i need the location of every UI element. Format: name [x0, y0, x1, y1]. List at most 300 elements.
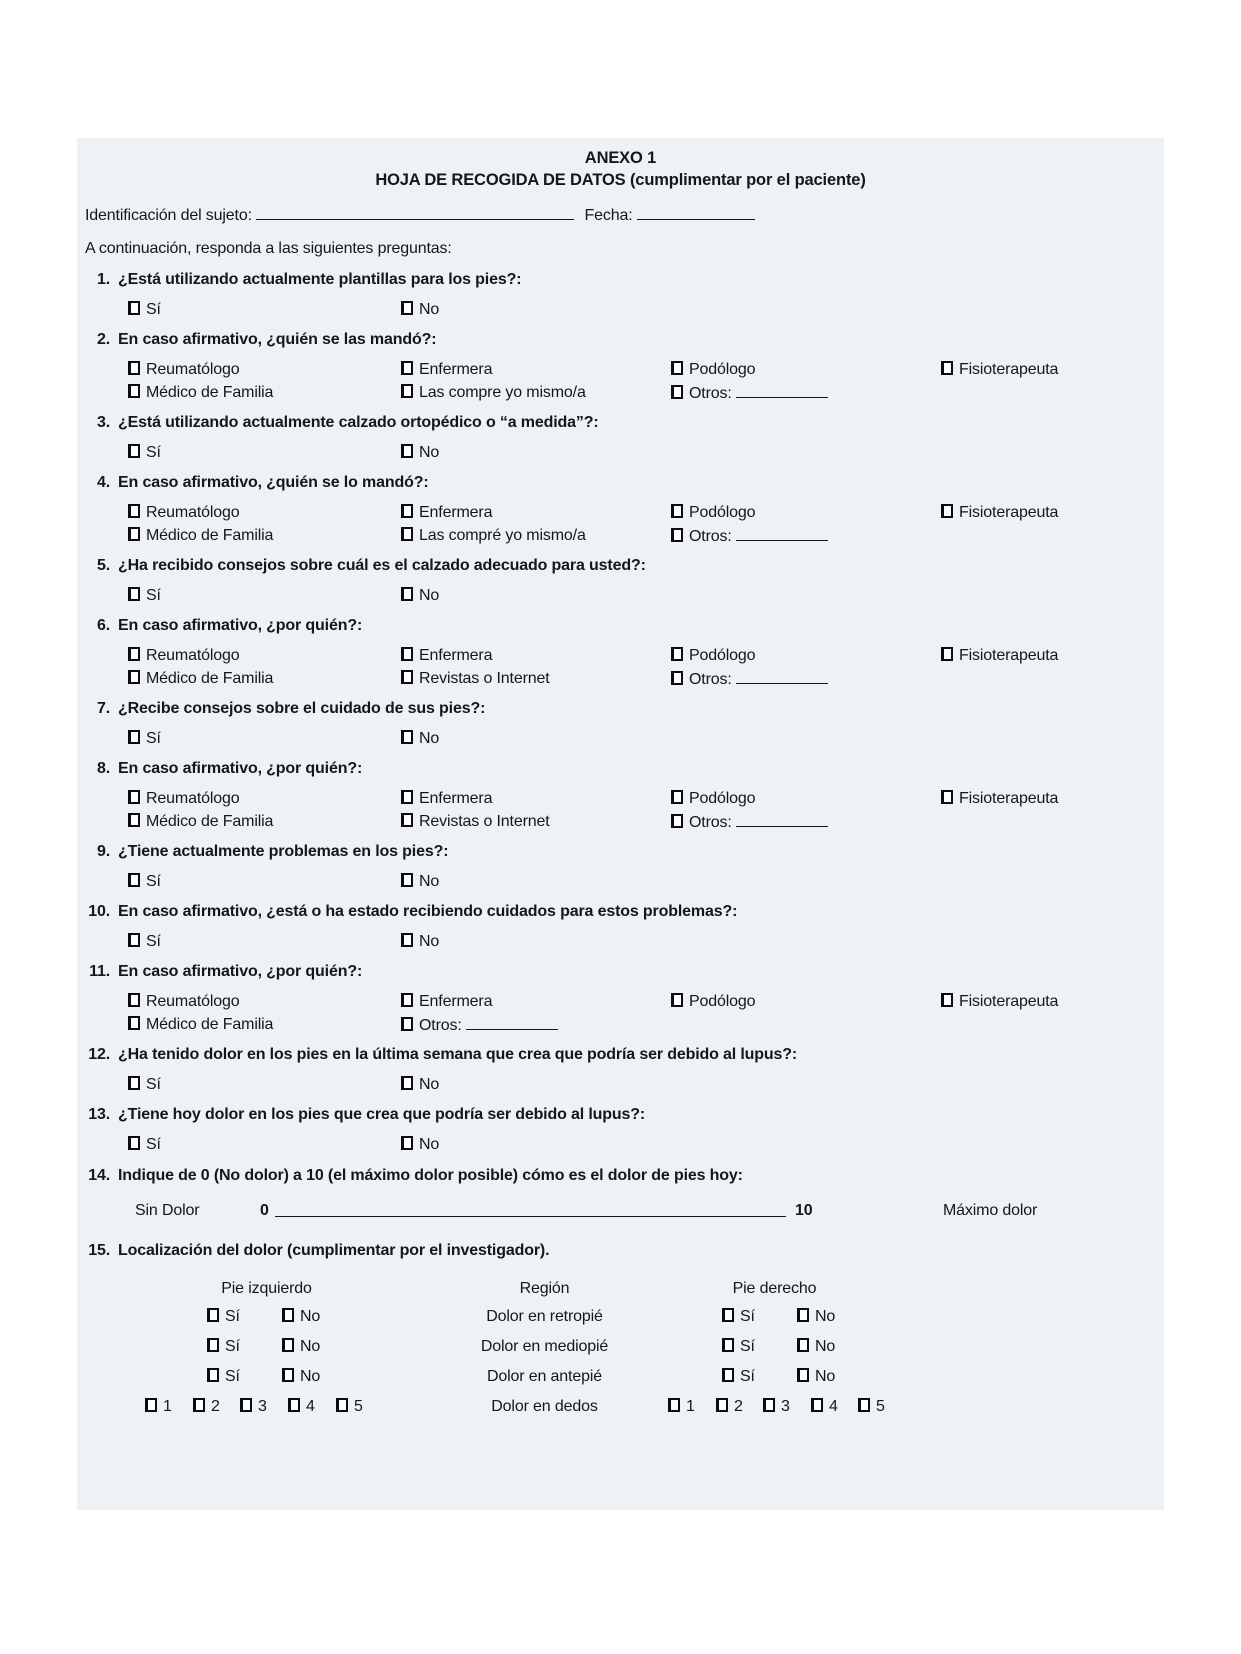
option-label: No [419, 301, 440, 318]
question-9 [77, 842, 1164, 861]
option-label: Sí [740, 1308, 755, 1325]
header-pie-izquierdo: Pie izquierdo [221, 1280, 312, 1297]
option-label: 3 [258, 1398, 267, 1415]
option-label: Reumatólogo [146, 790, 240, 807]
checkbox-icon[interactable] [671, 993, 683, 1007]
checkbox-icon[interactable] [401, 1017, 413, 1031]
option-label: Enfermera [419, 361, 493, 378]
checkbox-icon[interactable] [401, 301, 413, 315]
checkbox-icon[interactable] [288, 1398, 300, 1412]
question-1-number: 1. [96, 271, 110, 288]
option-label: No [419, 444, 440, 461]
question-1 [77, 270, 1164, 289]
pain-scale-left-label: Sin Dolor [135, 1202, 200, 1219]
checkbox-icon[interactable] [797, 1338, 809, 1352]
question-2-number: 2. [96, 331, 110, 348]
q1-no-option[interactable] [401, 300, 439, 319]
checkbox-icon[interactable] [401, 1136, 413, 1150]
option-label: Sí [146, 444, 161, 461]
question-6-number: 6. [96, 617, 110, 634]
option-label: Fisioterapeuta [959, 504, 1059, 521]
checkbox-icon[interactable] [128, 873, 140, 887]
q7-no-option[interactable] [401, 729, 439, 748]
question-15-number: 15. [88, 1242, 110, 1259]
checkbox-icon[interactable] [401, 384, 413, 398]
q8-fisioterapeuta-option[interactable] [941, 789, 1058, 808]
option-label: No [419, 873, 440, 890]
q9-no-option[interactable] [401, 872, 439, 891]
option-label: Podólogo [689, 647, 756, 664]
checkbox-icon[interactable] [128, 1076, 140, 1090]
dedos-right-4-option[interactable] [811, 1397, 838, 1416]
retropie-left-si-option[interactable] [207, 1307, 240, 1326]
q2-medico-option[interactable] [128, 383, 273, 402]
option-label: Reumatólogo [146, 361, 240, 378]
checkbox-icon[interactable] [401, 790, 413, 804]
q9-si-option[interactable] [128, 872, 161, 891]
dedos-left-2-option[interactable] [193, 1397, 220, 1416]
option-label: 3 [781, 1398, 790, 1415]
q6-fisioterapeuta-option[interactable] [941, 646, 1058, 665]
checkbox-icon[interactable] [128, 647, 140, 661]
checkbox-icon[interactable] [128, 361, 140, 375]
checkbox-icon[interactable] [401, 730, 413, 744]
option-label: Enfermera [419, 993, 493, 1010]
question-14-number: 14. [88, 1167, 110, 1184]
option-label: Revistas o Internet [419, 813, 550, 830]
dedos-left-3-option[interactable] [240, 1397, 267, 1416]
checkbox-icon[interactable] [671, 361, 683, 375]
option-label: Reumatólogo [146, 647, 240, 664]
q4-medico-option[interactable] [128, 526, 273, 545]
q6-enfermera-option[interactable] [401, 646, 492, 665]
checkbox-icon[interactable] [401, 527, 413, 541]
question-2-options-row2 [77, 383, 1164, 402]
option-label: Podólogo [689, 993, 756, 1010]
checkbox-icon[interactable] [941, 647, 953, 661]
option-label: 5 [876, 1398, 885, 1415]
q6-otros-field[interactable] [736, 669, 828, 684]
q8-revistas-option[interactable] [401, 812, 550, 831]
question-11 [77, 962, 1164, 981]
pain-scale-max: 10 [795, 1202, 813, 1219]
checkbox-icon[interactable] [128, 527, 140, 541]
option-label: Médico de Familia [146, 813, 274, 830]
q5-no-option[interactable] [401, 586, 439, 605]
checkbox-icon[interactable] [128, 670, 140, 684]
antepie-left-no-option[interactable] [282, 1367, 320, 1386]
q13-no-option[interactable] [401, 1135, 439, 1154]
option-label: Fisioterapeuta [959, 790, 1059, 807]
option-label: Otros: [689, 671, 732, 688]
checkbox-icon[interactable] [941, 504, 953, 518]
q3-no-option[interactable] [401, 443, 439, 462]
pain-scale-right-label: Máximo dolor [943, 1202, 1038, 1219]
q8-otros-option[interactable] [671, 812, 828, 832]
checkbox-icon[interactable] [282, 1338, 294, 1352]
question-3-options [77, 443, 1164, 462]
checkbox-icon[interactable] [941, 790, 953, 804]
form-subtitle: HOJA DE RECOGIDA DE DATOS (cumplimentar por el paciente) [375, 171, 866, 189]
option-label: Otros: [689, 385, 732, 402]
checkbox-icon[interactable] [797, 1368, 809, 1382]
form-page-panel [77, 138, 1164, 1510]
q4-reumatologo-option[interactable] [128, 503, 240, 522]
checkbox-icon[interactable] [128, 993, 140, 1007]
checkbox-icon[interactable] [282, 1368, 294, 1382]
question-8-options-row2 [77, 812, 1164, 831]
question-7-options [77, 729, 1164, 748]
localization-row-mediopie [77, 1337, 1164, 1356]
checkbox-icon[interactable] [128, 301, 140, 315]
q12-si-option[interactable] [128, 1075, 161, 1094]
question-3-number: 3. [96, 414, 110, 431]
option-label: Sí [225, 1338, 240, 1355]
option-label: 5 [354, 1398, 363, 1415]
option-label: Reumatólogo [146, 504, 240, 521]
option-label: No [419, 587, 440, 604]
question-9-number: 9. [96, 843, 110, 860]
question-2-options-row1 [77, 360, 1164, 379]
retropie-right-no-option[interactable] [797, 1307, 835, 1326]
option-label: Podólogo [689, 361, 756, 378]
mediopie-right-si-option[interactable] [722, 1337, 755, 1356]
q2-reumatologo-option[interactable] [128, 360, 240, 379]
option-label: Fisioterapeuta [959, 993, 1059, 1010]
question-5-number: 5. [96, 557, 110, 574]
subject-id-field[interactable] [256, 205, 574, 220]
dedos-right-2-option[interactable] [716, 1397, 743, 1416]
q2-fisioterapeuta-option[interactable] [941, 360, 1058, 379]
antepie-right-no-option[interactable] [797, 1367, 835, 1386]
q11-enfermera-option[interactable] [401, 992, 492, 1011]
dedos-right-3-option[interactable] [763, 1397, 790, 1416]
q11-otros-option[interactable] [401, 1015, 558, 1035]
region-label: Dolor en mediopié [480, 1338, 609, 1355]
checkbox-icon[interactable] [797, 1308, 809, 1322]
q8-medico-option[interactable] [128, 812, 273, 831]
question-1-text: ¿Está utilizando actualmente plantillas para los pies?: [118, 271, 522, 288]
question-11-options-row2 [77, 1015, 1164, 1034]
question-1-options [77, 300, 1164, 319]
question-5-text: ¿Ha recibido consejos sobre cuál es el calzado adecuado para usted?: [118, 557, 646, 574]
option-label: No [419, 1136, 440, 1153]
checkbox-icon[interactable] [336, 1398, 348, 1412]
question-6-options-row2 [77, 669, 1164, 688]
question-4-number: 4. [96, 474, 110, 491]
q8-podologo-option[interactable] [671, 789, 755, 808]
question-3-text: ¿Está utilizando actualmente calzado ortopédico o “a medida”?: [118, 414, 599, 431]
checkbox-icon[interactable] [128, 504, 140, 518]
option-label: No [300, 1338, 321, 1355]
option-label: Sí [740, 1368, 755, 1385]
checkbox-icon[interactable] [128, 730, 140, 744]
option-label: Sí [146, 873, 161, 890]
q8-otros-field[interactable] [736, 812, 828, 827]
question-13-text: ¿Tiene hoy dolor en los pies que crea que podría ser debido al lupus?: [118, 1106, 646, 1123]
checkbox-icon[interactable] [671, 814, 683, 828]
option-label: Médico de Familia [146, 384, 274, 401]
option-label: Fisioterapeuta [959, 647, 1059, 664]
checkbox-icon[interactable] [941, 361, 953, 375]
q3-si-option[interactable] [128, 443, 161, 462]
checkbox-icon[interactable] [671, 504, 683, 518]
question-13-number: 13. [88, 1106, 110, 1123]
date-field[interactable] [637, 205, 755, 220]
option-label: 4 [829, 1398, 838, 1415]
localization-table-header [77, 1279, 1164, 1298]
option-label: Enfermera [419, 647, 493, 664]
q4-compre-option[interactable] [401, 526, 586, 545]
option-label: Sí [225, 1368, 240, 1385]
checkbox-icon[interactable] [722, 1338, 734, 1352]
q2-otros-option[interactable] [671, 383, 828, 403]
mediopie-right-no-option[interactable] [797, 1337, 835, 1356]
retropie-left-no-option[interactable] [282, 1307, 320, 1326]
dedos-right-5-option[interactable] [858, 1397, 885, 1416]
option-label: Reumatólogo [146, 993, 240, 1010]
checkbox-icon[interactable] [401, 873, 413, 887]
option-label: Sí [146, 301, 161, 318]
option-label: Sí [146, 1136, 161, 1153]
option-label: Sí [146, 1076, 161, 1093]
checkbox-icon[interactable] [401, 1076, 413, 1090]
header-region: Región [519, 1280, 570, 1297]
question-12-number: 12. [88, 1046, 110, 1063]
subject-id-label: Identificación del sujeto: [85, 207, 252, 224]
option-label: No [419, 730, 440, 747]
checkbox-icon[interactable] [128, 1016, 140, 1030]
q4-podologo-option[interactable] [671, 503, 755, 522]
q2-otros-field[interactable] [736, 383, 828, 398]
checkbox-icon[interactable] [145, 1398, 157, 1412]
checkbox-icon[interactable] [401, 647, 413, 661]
option-label: Otros: [689, 528, 732, 545]
q2-podologo-option[interactable] [671, 360, 755, 379]
question-7-text: ¿Recibe consejos sobre el cuidado de sus pies?: [118, 700, 486, 717]
question-15-text: Localización del dolor (cumplimentar por el investigador). [118, 1242, 550, 1259]
checkbox-icon[interactable] [858, 1398, 870, 1412]
q5-si-option[interactable] [128, 586, 161, 605]
dedos-right-1-option[interactable] [668, 1397, 695, 1416]
option-label: Médico de Familia [146, 1016, 274, 1033]
q10-si-option[interactable] [128, 932, 161, 951]
option-label: Podólogo [689, 504, 756, 521]
checkbox-icon[interactable] [128, 813, 140, 827]
checkbox-icon[interactable] [207, 1308, 219, 1322]
q13-si-option[interactable] [128, 1135, 161, 1154]
question-4-options-row2 [77, 526, 1164, 545]
question-4 [77, 473, 1164, 492]
question-10-number: 10. [88, 903, 110, 920]
option-label: Las compre yo mismo/a [419, 384, 586, 401]
checkbox-icon[interactable] [671, 528, 683, 542]
checkbox-icon[interactable] [193, 1398, 205, 1412]
checkbox-icon[interactable] [763, 1398, 775, 1412]
option-label: Otros: [689, 814, 732, 831]
q12-no-option[interactable] [401, 1075, 439, 1094]
option-label: Sí [146, 730, 161, 747]
q11-podologo-option[interactable] [671, 992, 755, 1011]
option-label: Podólogo [689, 790, 756, 807]
question-10-text: En caso afirmativo, ¿está o ha estado recibiendo cuidados para estos problemas?: [118, 903, 738, 920]
date-label: Fecha: [584, 207, 633, 224]
option-label: Revistas o Internet [419, 670, 550, 687]
option-label: Las compré yo mismo/a [419, 527, 586, 544]
q2-enfermera-option[interactable] [401, 360, 492, 379]
identification-row [85, 205, 1164, 226]
checkbox-icon[interactable] [128, 1136, 140, 1150]
question-14 [77, 1166, 1164, 1185]
region-label: Dolor en dedos [491, 1398, 598, 1415]
question-11-number: 11. [89, 963, 110, 980]
q1-si-option[interactable] [128, 300, 161, 319]
option-label: No [419, 1076, 440, 1093]
region-label: Dolor en retropié [486, 1308, 603, 1325]
q4-otros-option[interactable] [671, 526, 828, 546]
checkbox-icon[interactable] [401, 933, 413, 947]
q4-fisioterapeuta-option[interactable] [941, 503, 1058, 522]
checkbox-icon[interactable] [941, 993, 953, 1007]
pain-scale-min: 0 [260, 1202, 269, 1219]
localization-row-retropie [77, 1307, 1164, 1326]
question-13-options [77, 1135, 1164, 1154]
checkbox-icon[interactable] [668, 1398, 680, 1412]
q6-reumatologo-option[interactable] [128, 646, 240, 665]
q4-otros-field[interactable] [736, 526, 828, 541]
question-12 [77, 1045, 1164, 1064]
retropie-right-si-option[interactable] [722, 1307, 755, 1326]
checkbox-icon[interactable] [240, 1398, 252, 1412]
checkbox-icon[interactable] [401, 587, 413, 601]
q8-enfermera-option[interactable] [401, 789, 492, 808]
dedos-left-1-option[interactable] [145, 1397, 172, 1416]
checkbox-icon[interactable] [671, 647, 683, 661]
question-4-options-row1 [77, 503, 1164, 522]
q4-enfermera-option[interactable] [401, 503, 492, 522]
option-label: Enfermera [419, 504, 493, 521]
q7-si-option[interactable] [128, 729, 161, 748]
question-8-options-row1 [77, 789, 1164, 808]
option-label: Enfermera [419, 790, 493, 807]
option-label: Otros: [419, 1017, 462, 1034]
antepie-right-si-option[interactable] [722, 1367, 755, 1386]
checkbox-icon[interactable] [401, 361, 413, 375]
question-7-number: 7. [96, 700, 110, 717]
checkbox-icon[interactable] [722, 1368, 734, 1382]
option-label: Médico de Familia [146, 670, 274, 687]
option-label: No [815, 1338, 836, 1355]
checkbox-icon[interactable] [671, 671, 683, 685]
option-label: No [815, 1308, 836, 1325]
mediopie-left-no-option[interactable] [282, 1337, 320, 1356]
q11-reumatologo-option[interactable] [128, 992, 240, 1011]
question-13 [77, 1105, 1164, 1124]
q8-reumatologo-option[interactable] [128, 789, 240, 808]
q11-medico-option[interactable] [128, 1015, 273, 1034]
option-label: No [815, 1368, 836, 1385]
q6-otros-option[interactable] [671, 669, 828, 689]
option-label: No [300, 1368, 321, 1385]
question-11-options-row1 [77, 992, 1164, 1011]
checkbox-icon[interactable] [401, 444, 413, 458]
checkbox-icon[interactable] [282, 1308, 294, 1322]
question-3 [77, 413, 1164, 432]
header-pie-derecho: Pie derecho [732, 1280, 817, 1297]
checkbox-icon[interactable] [207, 1368, 219, 1382]
checkbox-icon[interactable] [207, 1338, 219, 1352]
checkbox-icon[interactable] [811, 1398, 823, 1412]
option-label: 1 [686, 1398, 695, 1415]
question-9-text: ¿Tiene actualmente problemas en los pies?: [118, 843, 449, 860]
option-label: Fisioterapeuta [959, 361, 1059, 378]
q11-otros-field[interactable] [466, 1015, 558, 1030]
checkbox-icon[interactable] [401, 504, 413, 518]
pain-scale-row [77, 1201, 1164, 1221]
checkbox-icon[interactable] [128, 790, 140, 804]
question-4-text: En caso afirmativo, ¿quién se lo mandó?: [118, 474, 429, 491]
checkbox-icon[interactable] [716, 1398, 728, 1412]
localization-row-dedos [77, 1397, 1164, 1416]
checkbox-icon[interactable] [128, 587, 140, 601]
checkbox-icon[interactable] [128, 933, 140, 947]
q6-revistas-option[interactable] [401, 669, 550, 688]
question-8-number: 8. [96, 760, 110, 777]
checkbox-icon[interactable] [671, 790, 683, 804]
question-10-options [77, 932, 1164, 951]
dedos-left-4-option[interactable] [288, 1397, 315, 1416]
question-2-text: En caso afirmativo, ¿quién se las mandó?: [118, 331, 437, 348]
option-label: Sí [740, 1338, 755, 1355]
option-label: Sí [146, 933, 161, 950]
q2-compre-option[interactable] [401, 383, 586, 402]
question-8-text: En caso afirmativo, ¿por quién?: [118, 760, 363, 777]
question-12-options [77, 1075, 1164, 1094]
antepie-left-si-option[interactable] [207, 1367, 240, 1386]
q10-no-option[interactable] [401, 932, 439, 951]
intro-text: A continuación, responda a las siguientes preguntas: [85, 240, 452, 257]
question-6-text: En caso afirmativo, ¿por quién?: [118, 617, 363, 634]
question-5-options [77, 586, 1164, 605]
form-title: ANEXO 1 [584, 149, 657, 167]
option-label: No [300, 1308, 321, 1325]
q11-fisioterapeuta-option[interactable] [941, 992, 1058, 1011]
question-10 [77, 902, 1164, 921]
mediopie-left-si-option[interactable] [207, 1337, 240, 1356]
question-14-text: Indique de 0 (No dolor) a 10 (el máximo dolor posible) cómo es el dolor de pies hoy: [118, 1167, 743, 1184]
question-6 [77, 616, 1164, 635]
region-label: Dolor en antepié [486, 1368, 602, 1385]
option-label: 2 [211, 1398, 220, 1415]
checkbox-icon[interactable] [401, 993, 413, 1007]
checkbox-icon[interactable] [128, 384, 140, 398]
localization-row-antepie [77, 1367, 1164, 1386]
pain-scale-line[interactable] [275, 1216, 786, 1217]
q6-medico-option[interactable] [128, 669, 273, 688]
checkbox-icon[interactable] [671, 385, 683, 399]
checkbox-icon[interactable] [401, 670, 413, 684]
option-label: Médico de Familia [146, 527, 274, 544]
checkbox-icon[interactable] [401, 813, 413, 827]
option-label: 4 [306, 1398, 315, 1415]
checkbox-icon[interactable] [128, 444, 140, 458]
dedos-left-5-option[interactable] [336, 1397, 363, 1416]
q6-podologo-option[interactable] [671, 646, 755, 665]
question-2 [77, 330, 1164, 349]
question-11-text: En caso afirmativo, ¿por quién?: [118, 963, 363, 980]
checkbox-icon[interactable] [722, 1308, 734, 1322]
question-8 [77, 759, 1164, 778]
